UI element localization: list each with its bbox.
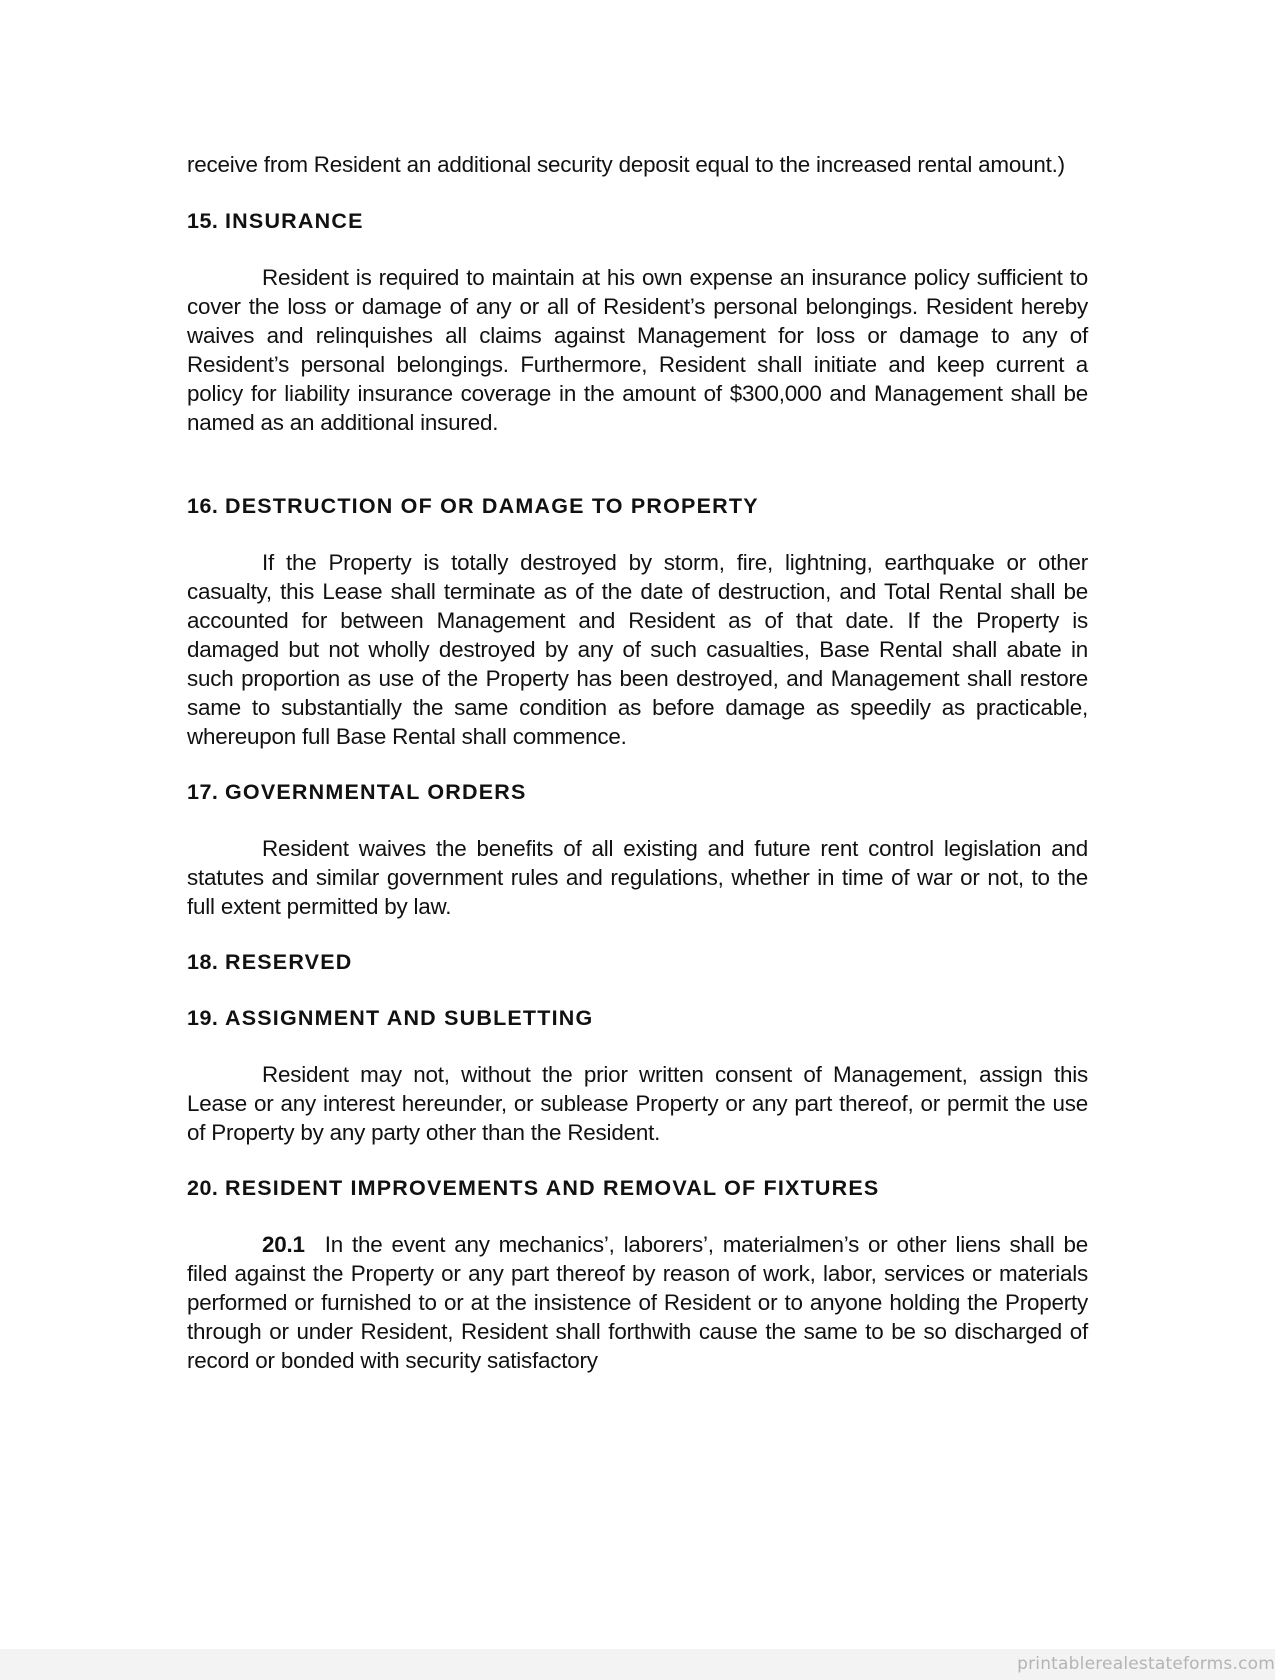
footer-bar (0, 1649, 1275, 1680)
section-number: 19. (187, 1006, 219, 1030)
section-title: RESERVED (225, 950, 353, 974)
document-content (187, 150, 1088, 1375)
section-number: 17. (187, 780, 219, 804)
section-title: RESIDENT IMPROVEMENTS AND REMOVAL OF FIXTURES (225, 1176, 880, 1200)
watermark-link[interactable]: printablerealestateforms.com (1017, 1654, 1275, 1674)
section-title: GOVERNMENTAL ORDERS (225, 780, 527, 804)
section-heading-improvements (187, 1174, 1088, 1203)
section-body-governmental-orders: Resident waives the benefits of all existing and future rent control legislation and statutes and similar government rules and regulations, whether in time of war or not, to the full extent permitted by law. (187, 836, 1088, 919)
continuation-paragraph: receive from Resident an additional security deposit equal to the increased rental amount.) (187, 152, 1065, 177)
section-heading-insurance (187, 207, 1088, 236)
section-number: 20. (187, 1176, 219, 1200)
section-heading-destruction (187, 492, 1088, 521)
section-title: ASSIGNMENT AND SUBLETTING (225, 1006, 594, 1030)
section-body-destruction: If the Property is totally destroyed by storm, fire, lightning, earthquake or other casualty, this Lease shall terminate as of the date of destruction, and Total Rental shall be accounted for between Management and Resident as of that date. If the Property is damaged but not wholly destroyed by any of such casualties, Base Rental shall abate in such proportion as use of the Property has been destroyed, and Management shall restore same to substantially the same condition as before damage as speedily as practicable, whereupon full Base Rental shall commence. (187, 550, 1088, 749)
section-number: 15. (187, 209, 219, 233)
section-heading-assignment (187, 1004, 1088, 1033)
section-heading-reserved (187, 948, 1088, 977)
section-number: 18. (187, 950, 219, 974)
subsection-number: 20.1 (262, 1232, 305, 1257)
section-title: INSURANCE (225, 209, 364, 233)
section-body-improvements (187, 1230, 1088, 1375)
section-body-assignment: Resident may not, without the prior written consent of Management, assign this Lease or any interest hereunder, or sublease Property or any part thereof, or permit the use of Property by any party other than the Resident. (187, 1062, 1088, 1145)
section-number: 16. (187, 494, 219, 518)
section-title: DESTRUCTION OF OR DAMAGE TO PROPERTY (225, 494, 759, 518)
section-heading-governmental-orders (187, 778, 1088, 807)
section-body-insurance: Resident is required to maintain at his own expense an insurance policy sufficient to cover the loss or damage of any or all of Resident’s personal belongings. Resident hereby waives and relinquishes all claims against Management for loss or damage to any of Resident’s personal belongings. Furthermore, Resident shall initiate and keep current a policy for liability insurance coverage in the amount of $300,000 and Management shall be named as an additional insured. (187, 265, 1088, 435)
subsection-text: In the event any mechanics’, laborers’, materialmen’s or other liens shall be filed against the Property or any part thereof by reason of work, labor, services or materials performed or furnished to or at the insistence of Resident or to anyone holding the Property through or under Resident, Resident shall forthwith cause the same to be so discharged of record or bonded with security satisfactory (187, 1232, 1088, 1373)
